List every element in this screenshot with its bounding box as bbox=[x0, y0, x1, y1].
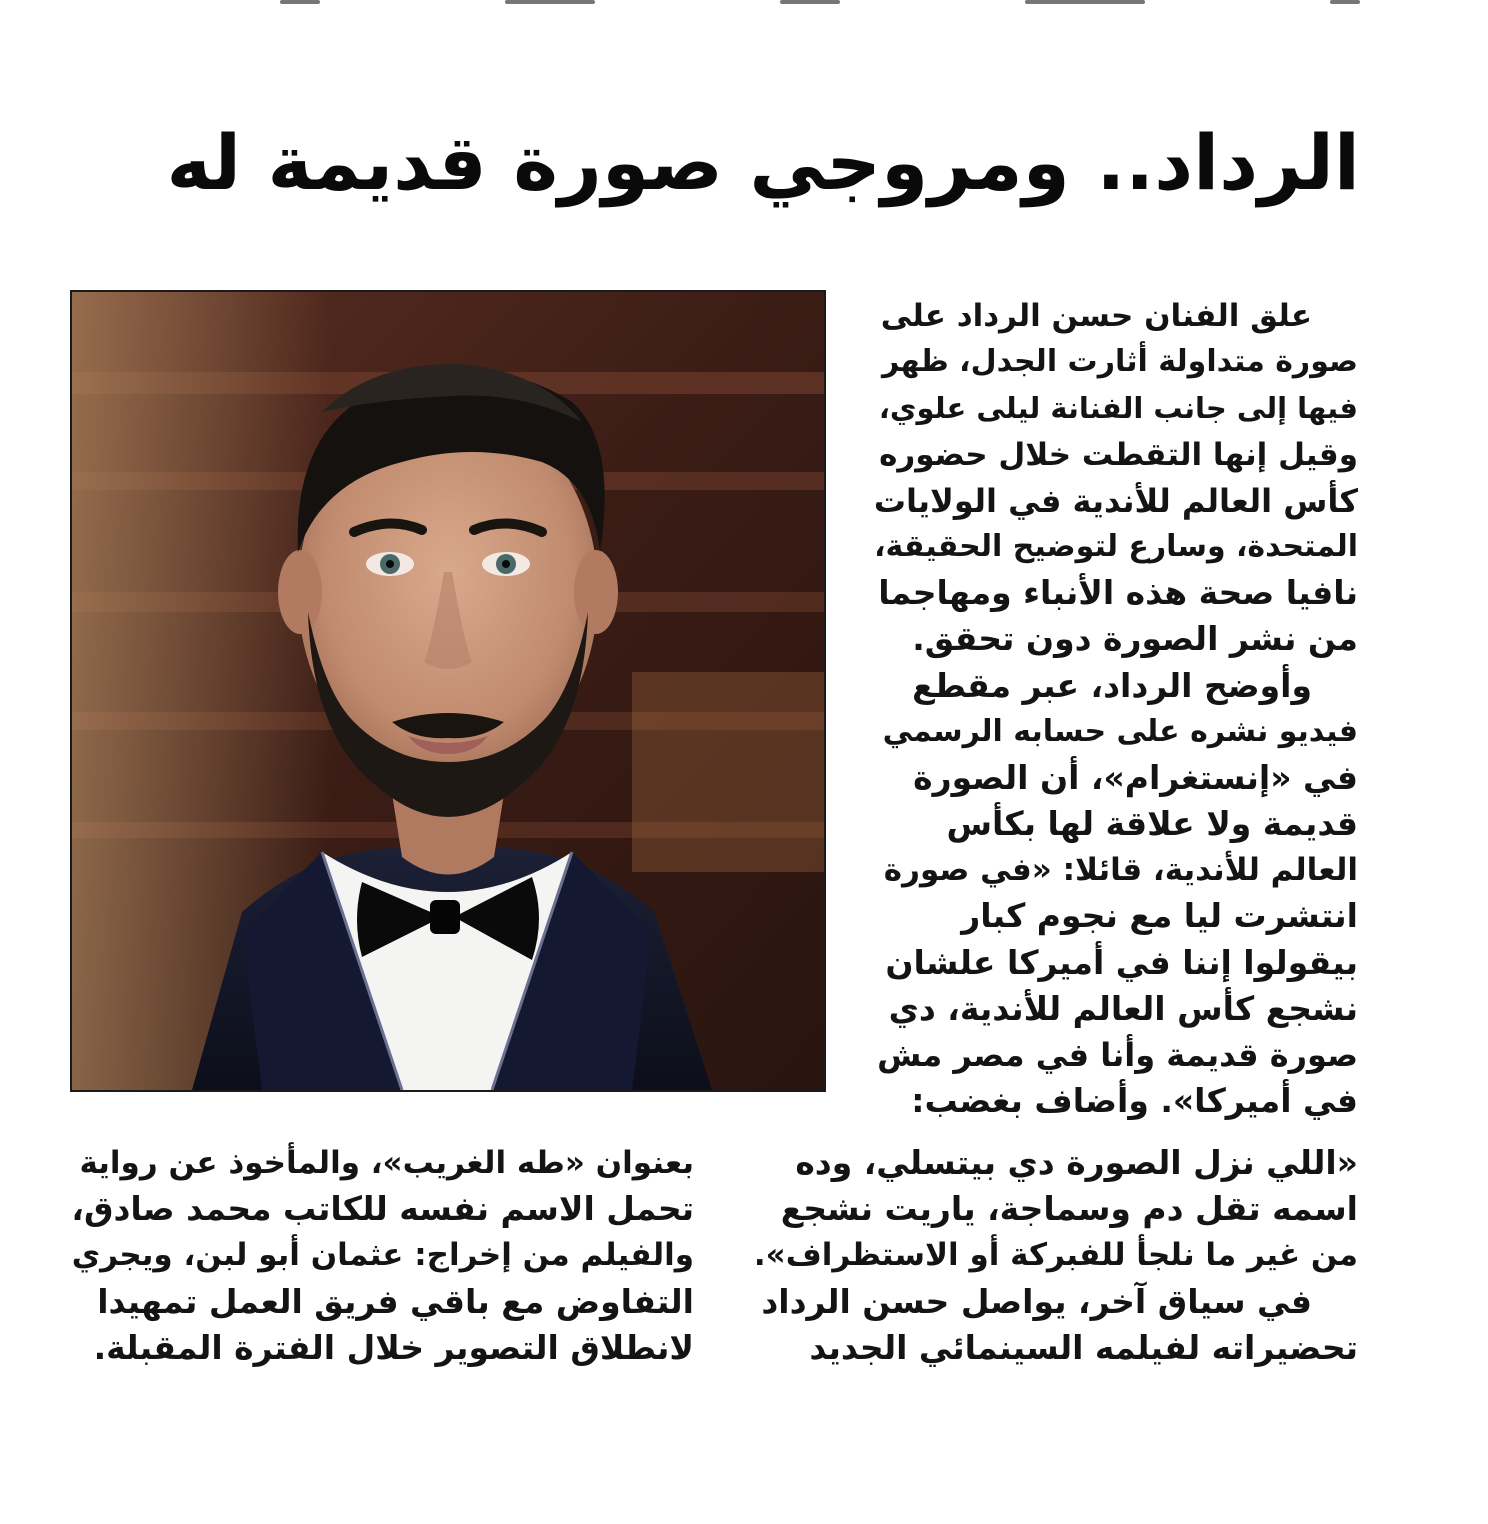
text-line: تحضيراته لفيلمه السينمائي الجديد bbox=[809, 1327, 1358, 1367]
text-line: «اللي نزل الصورة دي بيتسلي، وده bbox=[795, 1143, 1358, 1182]
text-line: وأوضح الرداد، عبر مقطع bbox=[912, 665, 1312, 705]
text-line: قديمة ولا علاقة لها بكأس bbox=[946, 804, 1358, 844]
text-line: نافيا صحة هذه الأنباء ومهاجما bbox=[878, 573, 1358, 613]
text-line: نشجع كأس العالم للأندية، دي bbox=[888, 988, 1358, 1028]
text-line: فيها إلى جانب الفنانة ليلى علوي، bbox=[878, 391, 1358, 426]
text-line: انتشرت ليا مع نجوم كبار bbox=[961, 896, 1358, 936]
text-line: كأس العالم للأندية في الولايات bbox=[873, 481, 1358, 520]
text-line: وقيل إنها التقطت خلال حضوره bbox=[879, 436, 1358, 473]
text-line: في سياق آخر، يواصل حسن الرداد bbox=[761, 1281, 1312, 1321]
article-column-bottom-right bbox=[736, 1140, 1358, 1371]
text-line: بيقولوا إننا في أميركا علشان bbox=[885, 942, 1358, 982]
text-line: والفيلم من إخراج: عثمان أبو لبن، ويجري bbox=[71, 1237, 694, 1274]
text-line: من غير ما نلجأ للفبركة أو الاستظراف». bbox=[753, 1237, 1358, 1274]
text-line: بعنوان «طه الغريب»، والمأخوذ عن رواية bbox=[79, 1145, 694, 1181]
text-line: صورة قديمة وأنا في مصر مش bbox=[877, 1036, 1358, 1074]
previous-page-fragment bbox=[280, 0, 1360, 8]
text-line: التفاوض مع باقي فريق العمل تمهيدا bbox=[97, 1281, 694, 1321]
text-line: المتحدة، وسارع لتوضيح الحقيقة، bbox=[874, 528, 1358, 564]
text-line: من نشر الصورة دون تحقق. bbox=[912, 619, 1358, 659]
portrait-illustration bbox=[72, 292, 824, 1090]
text-line: في أميركا». وأضاف بغضب: bbox=[911, 1081, 1358, 1121]
article-photo bbox=[70, 290, 826, 1092]
text-line: اسمه تقل دم وسماجة، ياريت نشجع bbox=[780, 1189, 1358, 1229]
text-line: علق الفنان حسن الرداد على bbox=[880, 298, 1312, 334]
article-column-right bbox=[872, 293, 1358, 1124]
text-line: العالم للأندية، قائلا: «في صورة bbox=[883, 852, 1358, 889]
article-headline: الرداد.. ومروجي صورة قديمة له bbox=[166, 118, 1360, 207]
text-line: في «إنستغرام»، أن الصورة bbox=[913, 757, 1358, 797]
text-line: لانطلاق التصوير خلال الفترة المقبلة. bbox=[93, 1327, 694, 1367]
article-column-bottom-left bbox=[64, 1140, 694, 1371]
text-line: تحمل الاسم نفسه للكاتب محمد صادق، bbox=[71, 1189, 694, 1229]
text-line: فيديو نشره على حسابه الرسمي bbox=[882, 713, 1358, 749]
text-line: صورة متداولة أثارت الجدل، ظهر bbox=[882, 344, 1358, 380]
